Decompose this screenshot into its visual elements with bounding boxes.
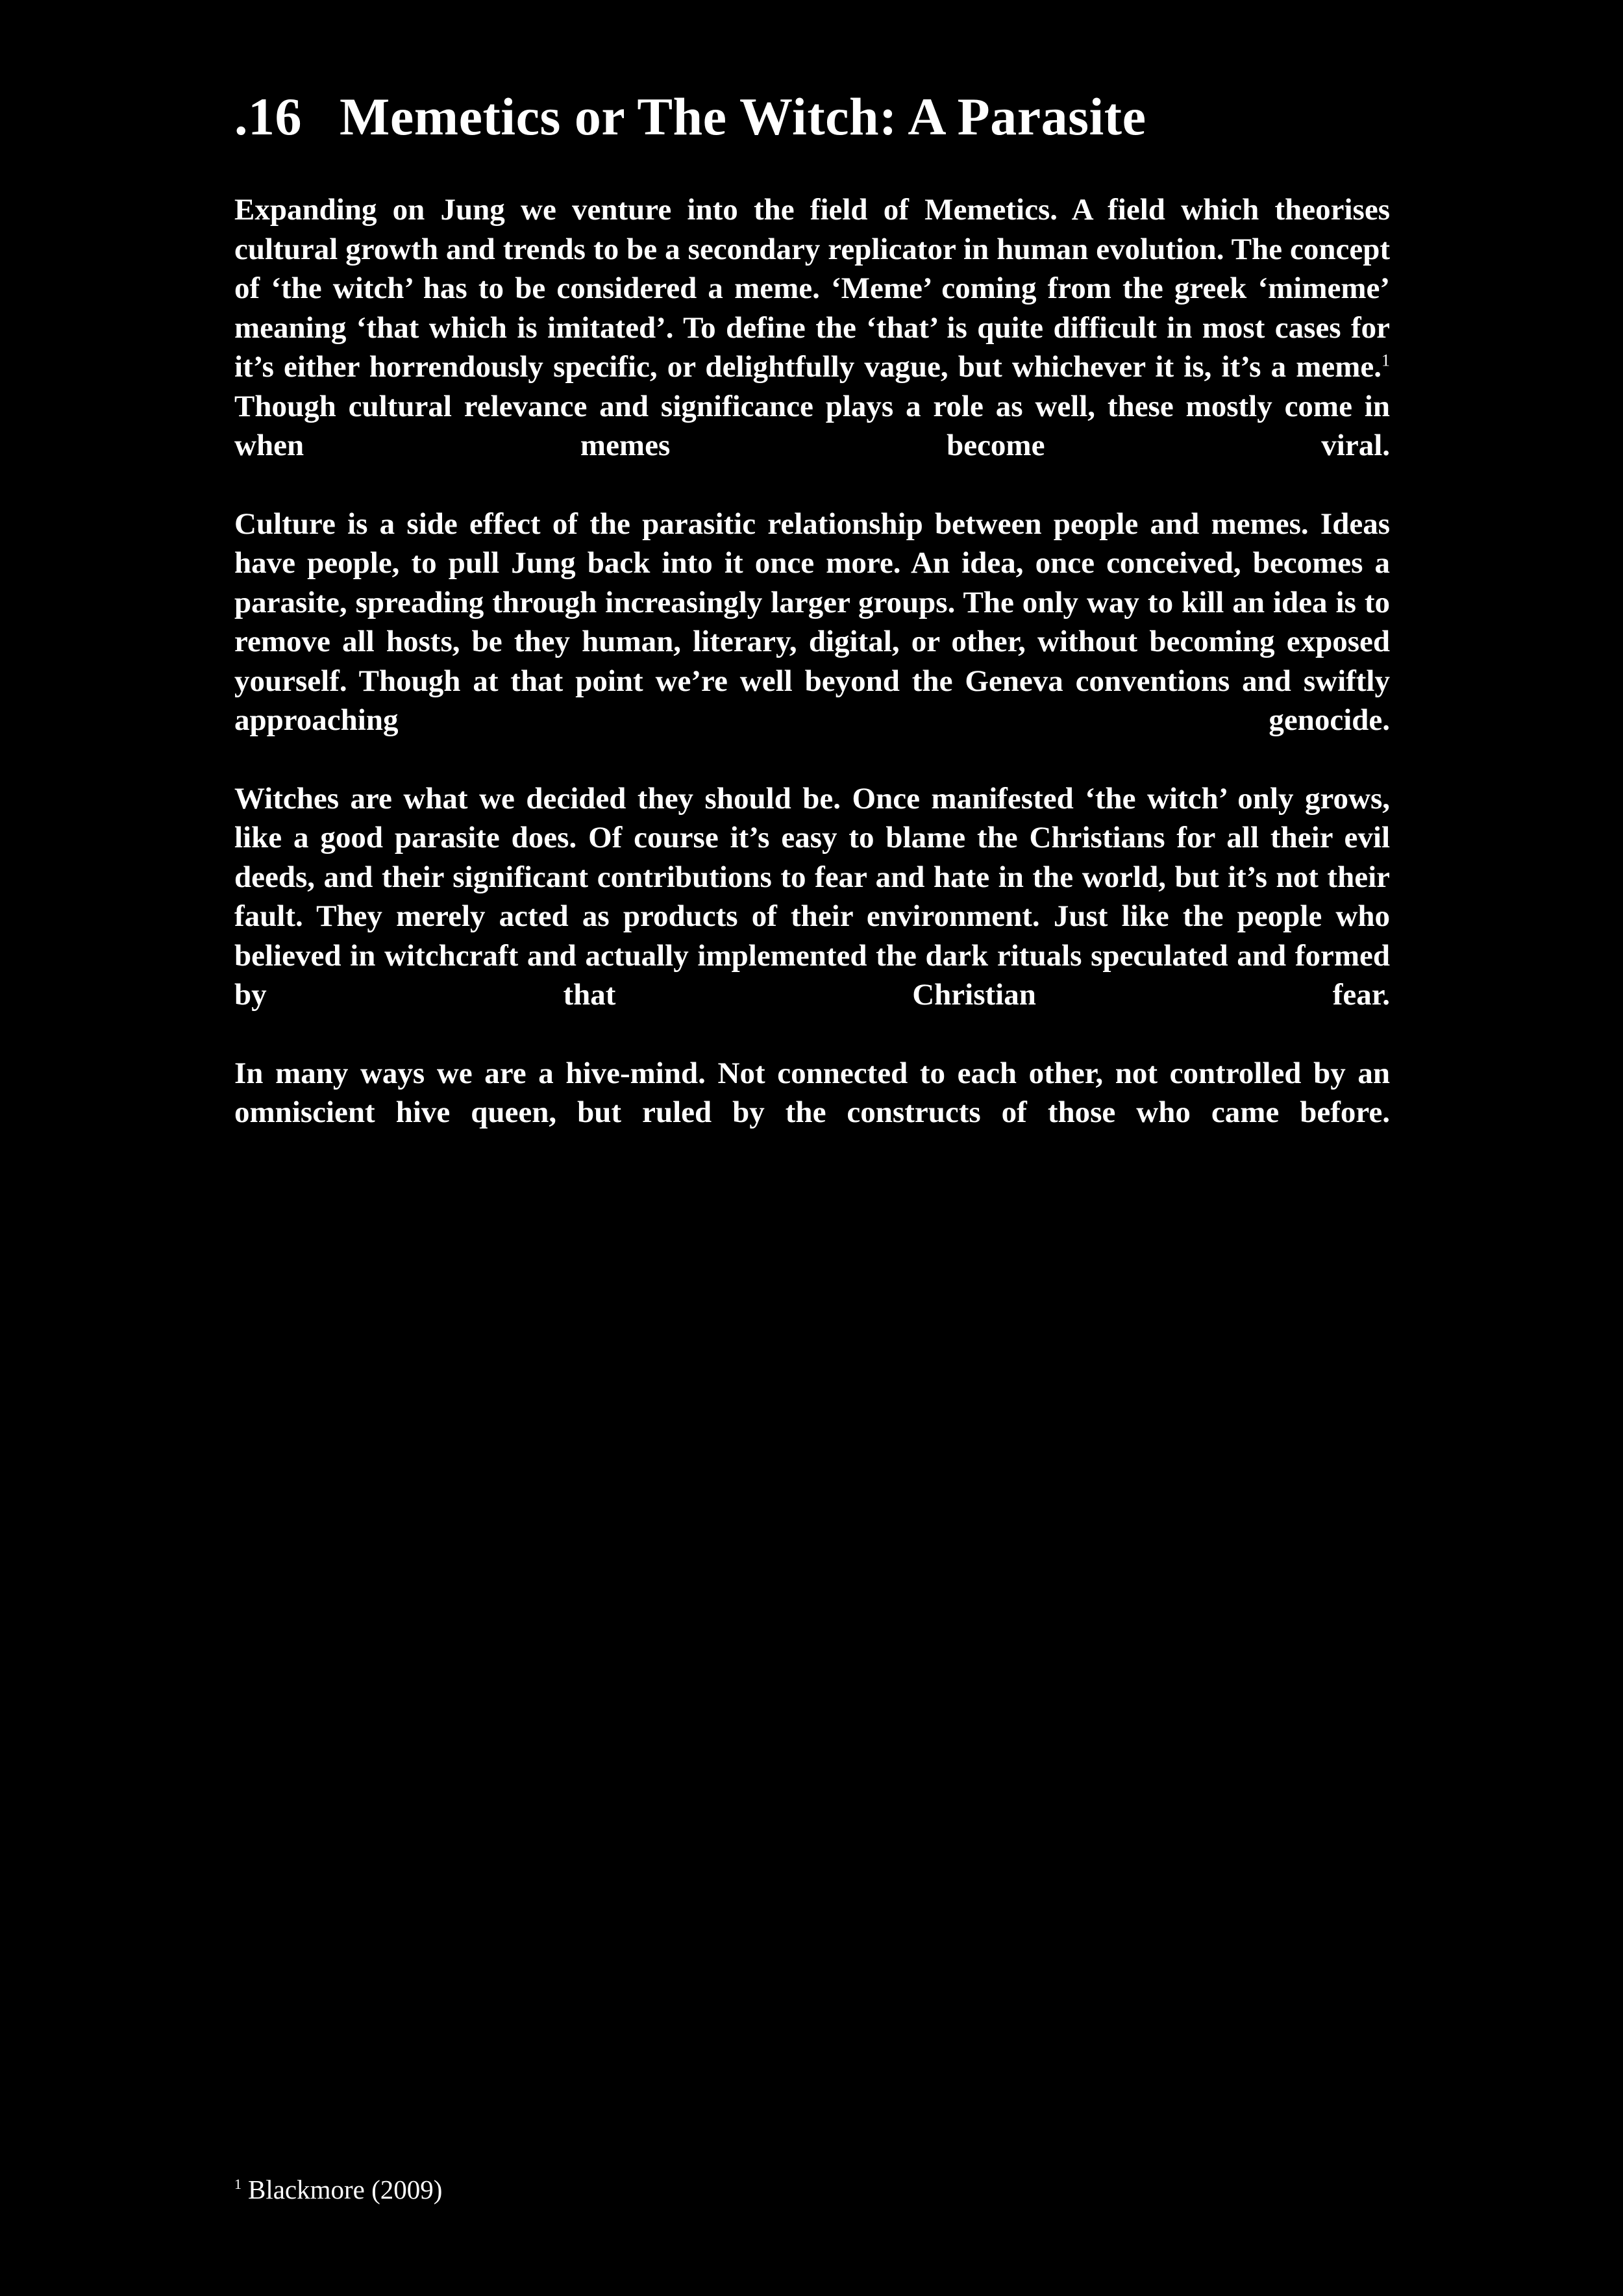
paragraph-1-text-a: Expanding on Jung we venture into the field of Memetics. A field which theorises cultural growth and trends to be a secondary replicator in human evolution. The concept of ‘the witch’ has to be considered a meme. ‘Meme’ coming from the greek ‘mimeme’ meaning ‘that which is imitated’. To define the ‘that’ is quite difficult in most cases for it’s either horrendously specific, or delightfully vague, but whichever it is, it’s a meme. (234, 193, 1390, 384)
section-title: Memetics or The Witch: A Parasite (340, 87, 1146, 146)
footnote (234, 2173, 442, 2206)
paragraph-2: Culture is a side effect of the parasitic relationship between people and memes. Ideas have people, to pull Jung back into it once more. An idea, once conceived, becomes a parasite, spreading through increasingly larger groups. The only way to kill an idea is to remove all hosts, be they human, literary, digital, or other, without becoming exposed yourself. Though at that point we’re well beyond the Geneva conventions and swiftly approaching genocide. (234, 506, 1390, 737)
footnote-reference[interactable]: 1 (1381, 351, 1390, 370)
paragraph-1-text-b: Though cultural relevance and significance plays a role as well, these mostly come in when memes become viral. (234, 389, 1390, 462)
paragraph-3: Witches are what we decided they should be. Once manifested ‘the witch’ only grows, like a good parasite does. Of course it’s easy to blame the Christians for all their evil deeds, and their significant contributions to fear and hate in the world, but it’s not their fault. They merely acted as products of their environment. Just like the people who believed in witchcraft and actually implemented the dark rituals speculated and formed by that Christian fear. (234, 781, 1390, 1012)
paragraph-4: In many ways we are a hive-mind. Not connected to each other, not controlled by an omniscient hive queen, but ruled by the constructs of those who came before. (234, 1056, 1390, 1129)
page-content (234, 81, 1390, 1171)
section-number: .16 (234, 87, 302, 146)
paragraph-1 (234, 190, 1390, 466)
section-heading (234, 81, 1390, 153)
footnote-marker: 1 (234, 2176, 242, 2193)
footnote-text: Blackmore (2009) (248, 2175, 443, 2204)
